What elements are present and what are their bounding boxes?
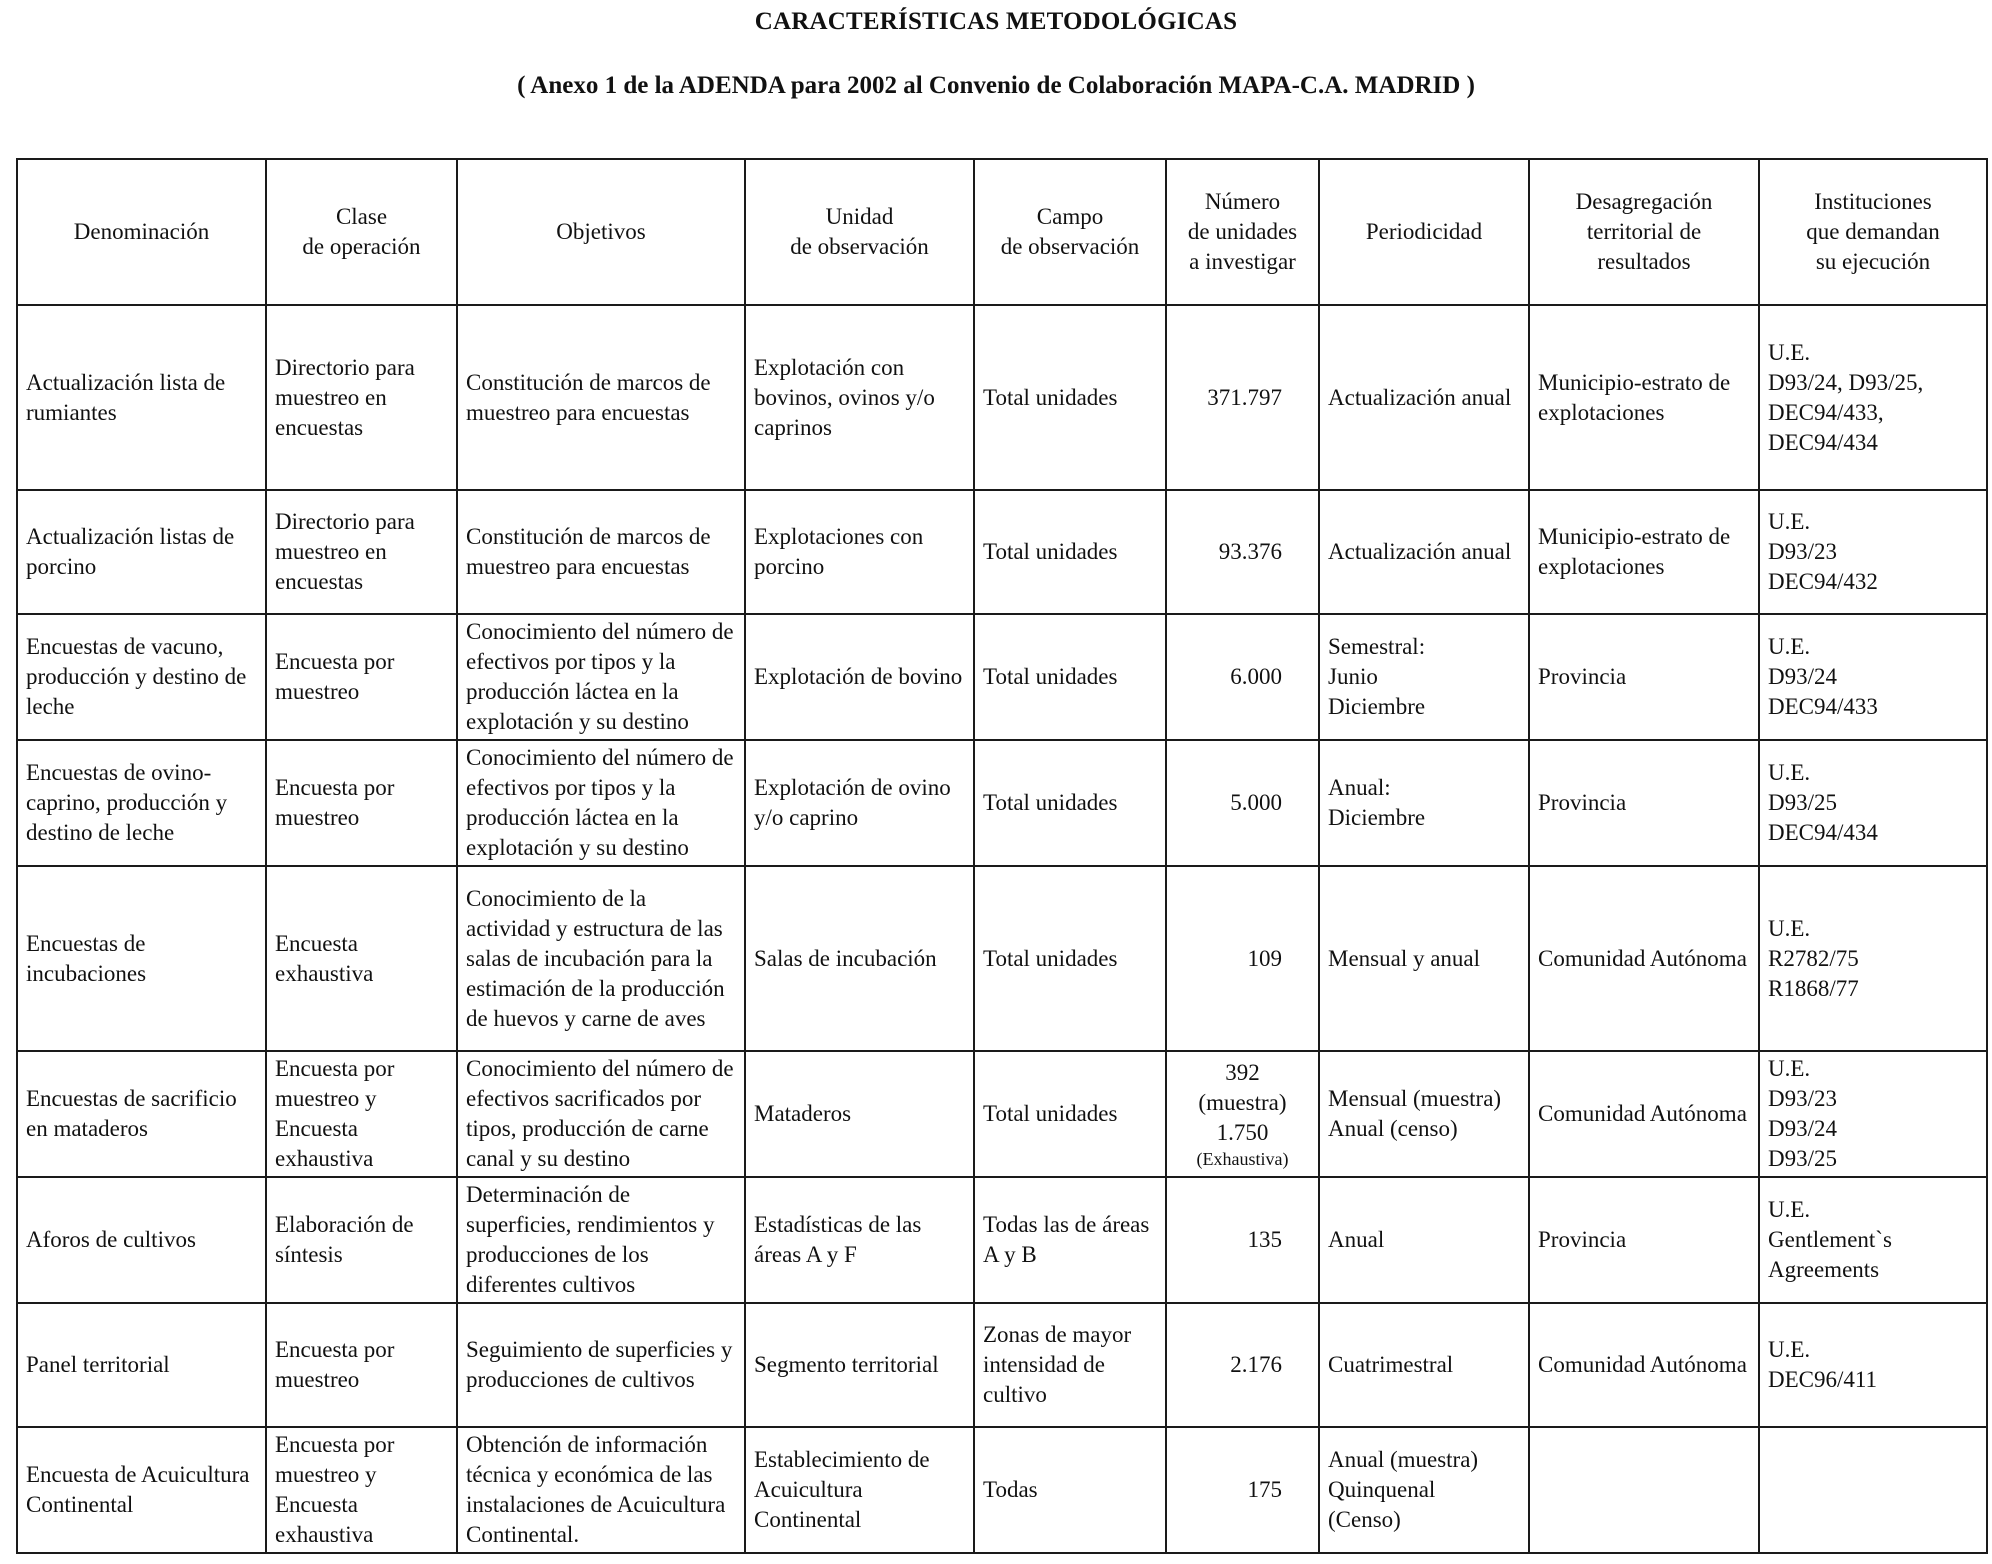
cell-clase: Directorio para muestreo en encuestas [266, 305, 457, 490]
table-row [17, 1427, 1987, 1553]
table-row [17, 1303, 1987, 1427]
header-numero: Número de unidades a investigar [1166, 159, 1319, 305]
page-title: CARACTERÍSTICAS METODOLÓGICAS [754, 8, 1238, 35]
header-instituciones: Instituciones que demandan su ejecución [1759, 159, 1987, 305]
cell-clase: Encuesta por muestreo [266, 740, 457, 866]
cell-campo: Zonas de mayor intensidad de cultivo [974, 1303, 1166, 1427]
cell-desagregacion: Comunidad Autónoma [1529, 866, 1759, 1051]
header-denominacion: Denominación [17, 159, 266, 305]
cell-unidad: Mataderos [745, 1051, 974, 1177]
header-row [17, 159, 1987, 305]
cell-campo: Total unidades [974, 740, 1166, 866]
cell-instituciones: U.E. D93/25 DEC94/434 [1759, 740, 1987, 866]
cell-desagregacion: Comunidad Autónoma [1529, 1051, 1759, 1177]
table-row [17, 740, 1987, 866]
cell-numero: 109 [1166, 866, 1319, 1051]
cell-denominacion: Actualización listas de porcino [17, 490, 266, 614]
cell-periodicidad: Actualización anual [1319, 490, 1529, 614]
cell-objetivos: Determinación de superficies, rendimientos y producciones de los diferentes cultivos [457, 1177, 745, 1303]
cell-objetivos: Constitución de marcos de muestreo para encuestas [457, 490, 745, 614]
cell-denominacion: Encuestas de incubaciones [17, 866, 266, 1051]
cell-periodicidad: Anual [1319, 1177, 1529, 1303]
cell-periodicidad: Mensual (muestra) Anual (censo) [1319, 1051, 1529, 1177]
table-row [17, 1177, 1987, 1303]
cell-clase: Encuesta exhaustiva [266, 866, 457, 1051]
cell-instituciones: U.E. Gentlement`s Agreements [1759, 1177, 1987, 1303]
cell-clase: Elaboración de síntesis [266, 1177, 457, 1303]
cell-objetivos: Seguimiento de superficies y producciones de cultivos [457, 1303, 745, 1427]
cell-numero: 2.176 [1166, 1303, 1319, 1427]
cell-desagregacion: Provincia [1529, 740, 1759, 866]
cell-unidad: Explotación con bovinos, ovinos y/o caprinos [745, 305, 974, 490]
header-unidad: Unidad de observación [745, 159, 974, 305]
cell-unidad: Explotación de ovino y/o caprino [745, 740, 974, 866]
table-row [17, 614, 1987, 740]
table-row [17, 866, 1987, 1051]
cell-denominacion: Encuestas de vacuno, producción y destino de leche [17, 614, 266, 740]
cell-numero: 5.000 [1166, 740, 1319, 866]
cell-numero: 135 [1166, 1177, 1319, 1303]
cell-instituciones: U.E. DEC96/411 [1759, 1303, 1987, 1427]
cell-unidad: Explotaciones con porcino [745, 490, 974, 614]
cell-desagregacion: Municipio-estrato de explotaciones [1529, 305, 1759, 490]
cell-clase: Encuesta por muestreo [266, 614, 457, 740]
cell-instituciones: U.E. D93/24, D93/25, DEC94/433, DEC94/434 [1759, 305, 1987, 490]
cell-unidad: Establecimiento de Acuicultura Continental [745, 1427, 974, 1553]
cell-campo: Total unidades [974, 1051, 1166, 1177]
cell-desagregacion: Comunidad Autónoma [1529, 1303, 1759, 1427]
cell-clase: Encuesta por muestreo y Encuesta exhaustiva [266, 1051, 457, 1177]
header-periodicidad: Periodicidad [1319, 159, 1529, 305]
table-row [17, 305, 1987, 490]
cell-clase: Encuesta por muestreo [266, 1303, 457, 1427]
cell-objetivos: Conocimiento del número de efectivos sacrificados por tipos, producción de carne canal y su destino [457, 1051, 745, 1177]
cell-periodicidad: Semestral: Junio Diciembre [1319, 614, 1529, 740]
cell-objetivos: Constitución de marcos de muestreo para encuestas [457, 305, 745, 490]
cell-denominacion: Actualización lista de rumiantes [17, 305, 266, 490]
cell-periodicidad: Anual: Diciembre [1319, 740, 1529, 866]
cell-denominacion: Panel territorial [17, 1303, 266, 1427]
cell-unidad: Estadísticas de las áreas A y F [745, 1177, 974, 1303]
cell-instituciones: U.E. R2782/75 R1868/77 [1759, 866, 1987, 1051]
cell-denominacion: Encuestas de ovino-caprino, producción y destino de leche [17, 740, 266, 866]
cell-objetivos: Obtención de información técnica y económica de las instalaciones de Acuicultura Continental. [457, 1427, 745, 1553]
cell-campo: Total unidades [974, 866, 1166, 1051]
table-body [17, 305, 1987, 1553]
cell-denominacion: Encuestas de sacrificio en mataderos [17, 1051, 266, 1177]
cell-campo: Todas [974, 1427, 1166, 1553]
cell-campo: Todas las de áreas A y B [974, 1177, 1166, 1303]
cell-objetivos: Conocimiento del número de efectivos por tipos y la producción láctea en la explotación y su destino [457, 740, 745, 866]
cell-instituciones: U.E. D93/24 DEC94/433 [1759, 614, 1987, 740]
page-subtitle: ( Anexo 1 de la ADENDA para 2002 al Convenio de Colaboración MAPA-C.A. MADRID ) [517, 72, 1475, 99]
header-objetivos: Objetivos [457, 159, 745, 305]
cell-desagregacion [1529, 1427, 1759, 1553]
cell-desagregacion: Municipio-estrato de explotaciones [1529, 490, 1759, 614]
cell-periodicidad: Actualización anual [1319, 305, 1529, 490]
cell-instituciones [1759, 1427, 1987, 1553]
cell-periodicidad: Cuatrimestral [1319, 1303, 1529, 1427]
cell-unidad: Explotación de bovino [745, 614, 974, 740]
cell-denominacion: Encuesta de Acuicultura Continental [17, 1427, 266, 1553]
cell-denominacion: Aforos de cultivos [17, 1177, 266, 1303]
cell-unidad: Segmento territorial [745, 1303, 974, 1427]
cell-campo: Total unidades [974, 614, 1166, 740]
table-row [17, 1051, 1987, 1177]
cell-objetivos: Conocimiento de la actividad y estructura de las salas de incubación para la estimación de la producción de huevos y carne de aves [457, 866, 745, 1051]
cell-clase: Directorio para muestreo en encuestas [266, 490, 457, 614]
cell-clase: Encuesta por muestreo y Encuesta exhaustiva [266, 1427, 457, 1553]
cell-desagregacion: Provincia [1529, 1177, 1759, 1303]
cell-periodicidad: Anual (muestra) Quinquenal (Censo) [1319, 1427, 1529, 1553]
cell-numero: 6.000 [1166, 614, 1319, 740]
table-row [17, 490, 1987, 614]
cell-objetivos: Conocimiento del número de efectivos por tipos y la producción láctea en la explotación y su destino [457, 614, 745, 740]
cell-numero: 392 (muestra) 1.750 (Exhaustiva) [1166, 1051, 1319, 1177]
header-desagregacion: Desagregación territorial de resultados [1529, 159, 1759, 305]
cell-unidad: Salas de incubación [745, 866, 974, 1051]
methodology-table [16, 158, 1988, 1554]
cell-instituciones: U.E. D93/23 D93/24 D93/25 [1759, 1051, 1987, 1177]
cell-numero: 93.376 [1166, 490, 1319, 614]
cell-desagregacion: Provincia [1529, 614, 1759, 740]
cell-numero: 371.797 [1166, 305, 1319, 490]
cell-campo: Total unidades [974, 305, 1166, 490]
cell-numero: 175 [1166, 1427, 1319, 1553]
header-clase: Clase de operación [266, 159, 457, 305]
cell-periodicidad: Mensual y anual [1319, 866, 1529, 1051]
cell-campo: Total unidades [974, 490, 1166, 614]
cell-instituciones: U.E. D93/23 DEC94/432 [1759, 490, 1987, 614]
header-campo: Campo de observación [974, 159, 1166, 305]
